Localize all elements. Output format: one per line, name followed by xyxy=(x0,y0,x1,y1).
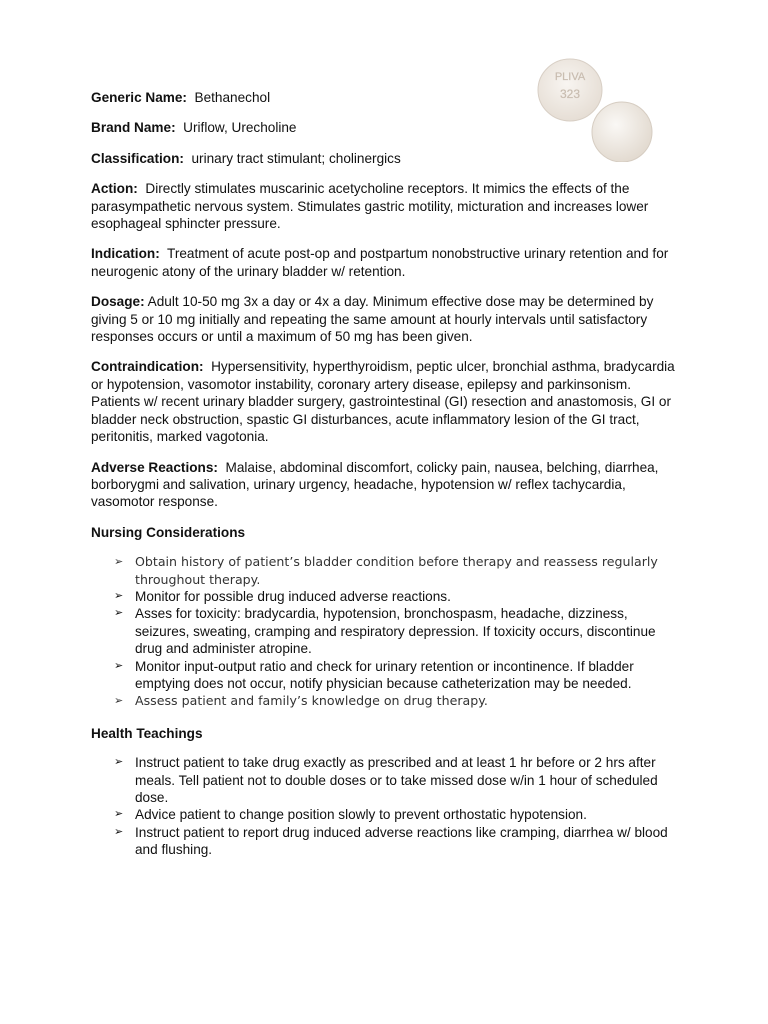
list-item xyxy=(114,605,681,657)
adverse-reactions-label: Adverse Reactions: xyxy=(91,459,218,475)
list-item xyxy=(114,754,681,806)
list-item-text: Monitor input-output ratio and check for urinary retention or incontinence. If bladder emptying does not occur, notify physician because catheterization may be needed. xyxy=(135,658,634,691)
classification-label: Classification: xyxy=(91,150,184,166)
arrow-bullet-icon: ➢ xyxy=(114,808,124,821)
indication-field xyxy=(91,245,681,280)
pill-imprint-top: PLIVA xyxy=(554,71,586,83)
arrow-bullet-icon: ➢ xyxy=(114,607,124,620)
list-item-text: Asses for toxicity: bradycardia, hypotension, bronchospasm, headache, dizziness, seizures, sweating, cramping and respiratory depression. If toxicity occurs, discontinue drug and administer atropine. xyxy=(135,606,656,657)
adverse-reactions-field xyxy=(91,459,681,511)
list-item-text: Obtain history of patient’s bladder condition before therapy and reassess regularly throughout therapy. xyxy=(135,554,658,587)
health-teachings-list xyxy=(91,754,681,858)
list-item-text: Advice patient to change position slowly to prevent orthostatic hypotension. xyxy=(135,807,587,823)
list-item xyxy=(114,588,681,605)
brand-name-field xyxy=(91,119,681,136)
action-field xyxy=(91,180,681,232)
pill-imprint-bottom: 323 xyxy=(559,87,581,101)
arrow-bullet-icon: ➢ xyxy=(114,756,124,769)
list-item xyxy=(114,824,681,859)
list-item-text: Monitor for possible drug induced adverse reactions. xyxy=(135,588,451,604)
action-value: Directly stimulates muscarinic acetycholine receptors. It mimics the effects of the parasympathetic nervous system. Stimulates gastric motility, micturation and increases lower esophageal sphincter pressure. xyxy=(91,181,649,232)
contraindication-field xyxy=(91,358,681,445)
list-item-text: Assess patient and family’s knowledge on drug therapy. xyxy=(135,693,488,709)
indication-value: Treatment of acute post-op and postpartum nonobstructive urinary retention and for neurogenic atony of the urinary bladder w/ retention. xyxy=(91,246,669,279)
nursing-considerations-list xyxy=(91,553,681,710)
dosage-value: Adult 10-50 mg 3x a day or 4x a day. Minimum effective dose may be determined by giving 5 or 10 mg initially and repeating the same amount at hourly intervals until satisfactory responses occurs or until a maximum of 50 mg has been given. xyxy=(91,294,654,345)
adverse-reactions-value: Malaise, abdominal discomfort, colicky pain, nausea, belching, diarrhea, borborygmi and salivation, urinary urgency, headache, hypotension w/ reflex tachycardia, vasomotor response. xyxy=(91,459,659,510)
contraindication-label: Contraindication: xyxy=(91,359,204,375)
generic-name-label: Generic Name: xyxy=(91,90,187,105)
list-item xyxy=(114,553,681,588)
generic-name-value: Bethanechol xyxy=(194,90,271,105)
arrow-bullet-icon: ➢ xyxy=(114,825,124,838)
arrow-bullet-icon: ➢ xyxy=(114,659,124,672)
health-teachings-heading: Health Teachings xyxy=(91,725,203,741)
arrow-bullet-icon: ➢ xyxy=(114,555,124,569)
arrow-bullet-icon: ➢ xyxy=(114,589,124,602)
classification-value: urinary tract stimulant; cholinergics xyxy=(191,150,401,166)
dosage-field xyxy=(91,293,681,345)
list-item xyxy=(114,806,681,823)
brand-name-label: Brand Name: xyxy=(91,120,176,136)
arrow-bullet-icon: ➢ xyxy=(114,694,124,708)
list-item-text: Instruct patient to report drug induced adverse reactions like cramping, diarrhea w/ blood and flushing. xyxy=(135,824,668,858)
list-item-text: Instruct patient to take drug exactly as prescribed and at least 1 hr before or 2 hrs after meals. Tell patient not to double doses or to take missed dose w/in 1 hour of scheduled dose. xyxy=(135,755,658,805)
generic-name-field xyxy=(91,89,681,106)
nursing-considerations-heading: Nursing Considerations xyxy=(91,524,246,540)
list-item xyxy=(114,692,681,709)
drug-card xyxy=(91,89,681,874)
action-label: Action: xyxy=(91,181,138,197)
brand-name-value: Uriflow, Urecholine xyxy=(183,120,297,136)
dosage-label: Dosage: xyxy=(91,294,145,310)
classification-field xyxy=(91,150,681,167)
list-item xyxy=(114,658,681,693)
indication-label: Indication: xyxy=(91,246,160,262)
contraindication-value: Hypersensitivity, hyperthyroidism, peptic ulcer, bronchial asthma, bradycardia or hypotension, vasomotor instability, coronary artery disease, epilepsy and parkinsonism. Patients w/ recent urinary bladder surgery, gastrointestinal (GI) resection and anastomosis, GI or bladder neck obstruction, spastic GI disturbances, acute inflammatory lesion of the GI tract, peritonitis, marked vagotonia. xyxy=(91,359,675,445)
